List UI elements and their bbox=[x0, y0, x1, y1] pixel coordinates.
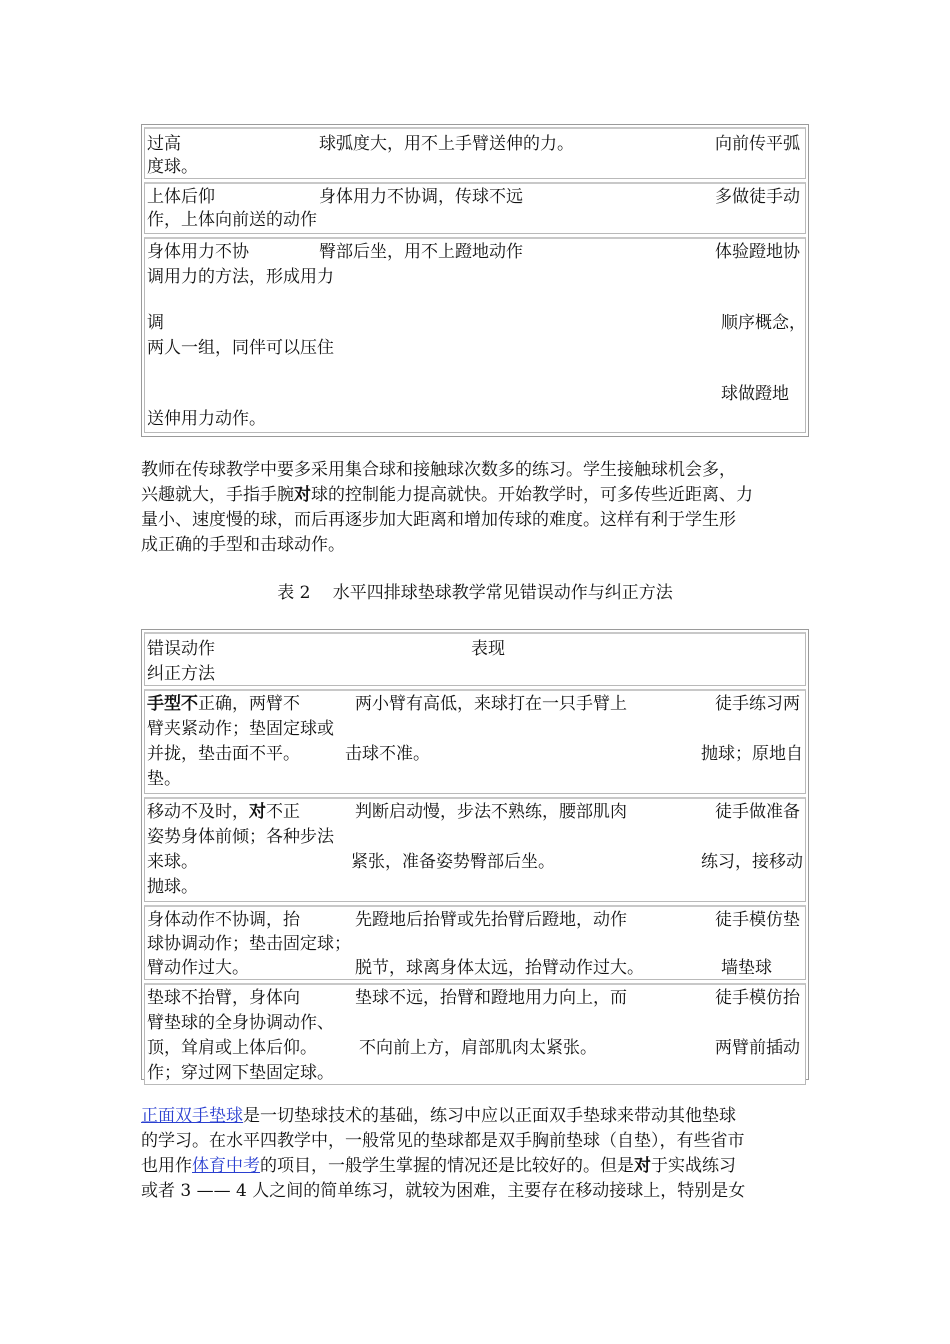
paragraph-2 bbox=[141, 1104, 813, 1204]
table-row bbox=[144, 689, 806, 794]
text-span: 球的控制能力提高就快。开始教学时，可多传些近距离、力 bbox=[311, 485, 753, 505]
cell-fix: 徒手做准备 bbox=[715, 802, 800, 822]
cell-fix: 体验蹬地协 bbox=[715, 242, 800, 262]
cell-error bbox=[147, 801, 300, 823]
text-span: 兴趣就大，手指手腕 bbox=[141, 485, 294, 505]
cell-fix-cont: 臂夹紧动作；垫固定球或 bbox=[147, 719, 334, 739]
cell-fix-cont: 球做蹬地 bbox=[721, 384, 789, 404]
text-line bbox=[141, 1154, 813, 1179]
cell-fix-cont: 抛球；原地自 bbox=[701, 744, 803, 764]
cell-symptom-cont: 脱节，球离身体太远，抬臂动作过大。 bbox=[355, 958, 644, 978]
cell-symptom: 两小臂有高低，来球打在一只手臂上 bbox=[355, 694, 627, 714]
cell-error: 身体用力不协 bbox=[147, 242, 249, 262]
cell-fix: 徒手模仿垫 bbox=[715, 910, 800, 930]
cell-error-cont: 来球。 bbox=[147, 852, 198, 872]
cell-fix-cont: 送伸用力动作。 bbox=[147, 409, 266, 429]
table-caption: 表 2 水平四排球垫球教学常见错误动作与纠正方法 bbox=[277, 583, 673, 603]
header-symptom: 表现 bbox=[471, 639, 505, 659]
table-row bbox=[144, 182, 806, 234]
table-row bbox=[144, 237, 806, 433]
table-row bbox=[144, 905, 806, 980]
link-front-pass[interactable]: 正面双手垫球 bbox=[141, 1106, 243, 1126]
cell-error-cont: 臂动作过大。 bbox=[147, 958, 249, 978]
cell-error-cont: 并拢，垫击面不平。 bbox=[147, 744, 300, 764]
link-pe-exam[interactable]: 体育中考 bbox=[192, 1156, 260, 1176]
cell-symptom-cont: 紧张，准备姿势臀部后坐。 bbox=[351, 852, 555, 872]
text-line: 量小、速度慢的球，而后再逐步加大距离和增加传球的难度。这样有利于学生形 bbox=[141, 510, 736, 530]
cell-fix: 多做徒手动 bbox=[715, 187, 800, 207]
cell-error: 身体动作不协调，抬 bbox=[147, 910, 300, 930]
text-span: 的项目，一般学生掌握的情况还是比较好的。但是 bbox=[260, 1156, 634, 1176]
text-span: 于实战练习 bbox=[651, 1156, 736, 1176]
bold-text: 对 bbox=[294, 485, 311, 505]
cell-fix-cont: 姿势身体前倾；各种步法 bbox=[147, 827, 334, 847]
table-1 bbox=[141, 124, 809, 437]
text-line bbox=[141, 483, 813, 508]
header-fix: 纠正方法 bbox=[147, 664, 215, 684]
text-span: 不正 bbox=[266, 802, 300, 822]
cell-error bbox=[147, 693, 300, 715]
cell-fix-cont: 墙垫球 bbox=[721, 958, 772, 978]
bold-text: 手型不 bbox=[147, 694, 198, 714]
cell-error: 过高 bbox=[147, 134, 181, 154]
cell-fix-cont: 作，上体向前送的动作 bbox=[147, 210, 317, 230]
table-row bbox=[144, 797, 806, 902]
cell-fix-cont: 两人一组，同伴可以压住 bbox=[147, 338, 334, 358]
table-2 bbox=[141, 629, 809, 1083]
cell-error: 上体后仰 bbox=[147, 187, 215, 207]
cell-error-cont: 顶，耸肩或上体后仰。 bbox=[147, 1038, 317, 1058]
text-span: 也用作 bbox=[141, 1156, 192, 1176]
cell-symptom: 球弧度大，用不上手臂送伸的力。 bbox=[319, 134, 574, 154]
cell-fix-cont: 度球。 bbox=[147, 157, 198, 177]
cell-fix-cont: 臂垫球的全身协调动作、 bbox=[147, 1013, 334, 1033]
cell-symptom-cont: 不向前上方，肩部肌肉太紧张。 bbox=[359, 1038, 597, 1058]
cell-error-cont: 调 bbox=[147, 313, 164, 333]
cell-fix: 徒手练习两 bbox=[715, 694, 800, 714]
cell-fix-cont: 调用力的方法，形成用力 bbox=[147, 267, 334, 287]
cell-error: 垫球不抬臂，身体向 bbox=[147, 988, 300, 1008]
cell-fix-cont: 顺序概念， bbox=[721, 313, 806, 333]
cell-fix-cont: 练习，接移动 bbox=[701, 852, 803, 872]
bold-text: 对 bbox=[249, 802, 266, 822]
table-row bbox=[144, 127, 806, 179]
cell-symptom: 臀部后坐，用不上蹬地动作 bbox=[319, 242, 523, 262]
paragraph-1 bbox=[141, 458, 813, 558]
text-span: 正确，两臂不 bbox=[198, 694, 300, 714]
cell-fix: 徒手模仿抬 bbox=[715, 988, 800, 1008]
cell-symptom: 身体用力不协调，传球不远 bbox=[319, 187, 523, 207]
table-row bbox=[144, 983, 806, 1085]
cell-fix-cont: 两臂前插动 bbox=[715, 1038, 800, 1058]
cell-symptom-cont: 击球不准。 bbox=[345, 744, 430, 764]
text-line: 教师在传球教学中要多采用集合球和接触球次数多的练习。学生接触球机会多， bbox=[141, 460, 736, 480]
header-error: 错误动作 bbox=[147, 639, 215, 659]
cell-fix-cont: 垫。 bbox=[147, 769, 181, 789]
cell-symptom: 垫球不远，抬臂和蹬地用力向上，而 bbox=[355, 988, 627, 1008]
table-header-row bbox=[144, 632, 806, 686]
text-span: 是一切垫球技术的基础，练习中应以正面双手垫球来带动其他垫球 bbox=[243, 1106, 736, 1126]
text-line: 成正确的手型和击球动作。 bbox=[141, 535, 345, 555]
cell-symptom: 判断启动慢，步法不熟练，腰部肌肉 bbox=[355, 802, 627, 822]
text-line: 的学习。在水平四教学中，一般常见的垫球都是双手胸前垫球（自垫），有些省市 bbox=[141, 1131, 745, 1151]
text-line bbox=[141, 1104, 813, 1129]
text-line: 或者 3 —— 4 人之间的简单练习，就较为困难，主要存在移动接球上，特别是女 bbox=[141, 1181, 746, 1201]
bold-text: 对 bbox=[634, 1156, 651, 1176]
cell-fix-cont: 作；穿过网下垫固定球。 bbox=[147, 1063, 334, 1083]
cell-fix-cont: 抛球。 bbox=[147, 877, 198, 897]
cell-symptom: 先蹬地后抬臂或先抬臂后蹬地，动作 bbox=[355, 910, 627, 930]
text-span: 移动不及时， bbox=[147, 802, 249, 822]
cell-fix: 向前传平弧 bbox=[715, 134, 800, 154]
cell-fix-cont: 球协调动作；垫击固定球； bbox=[147, 934, 351, 954]
